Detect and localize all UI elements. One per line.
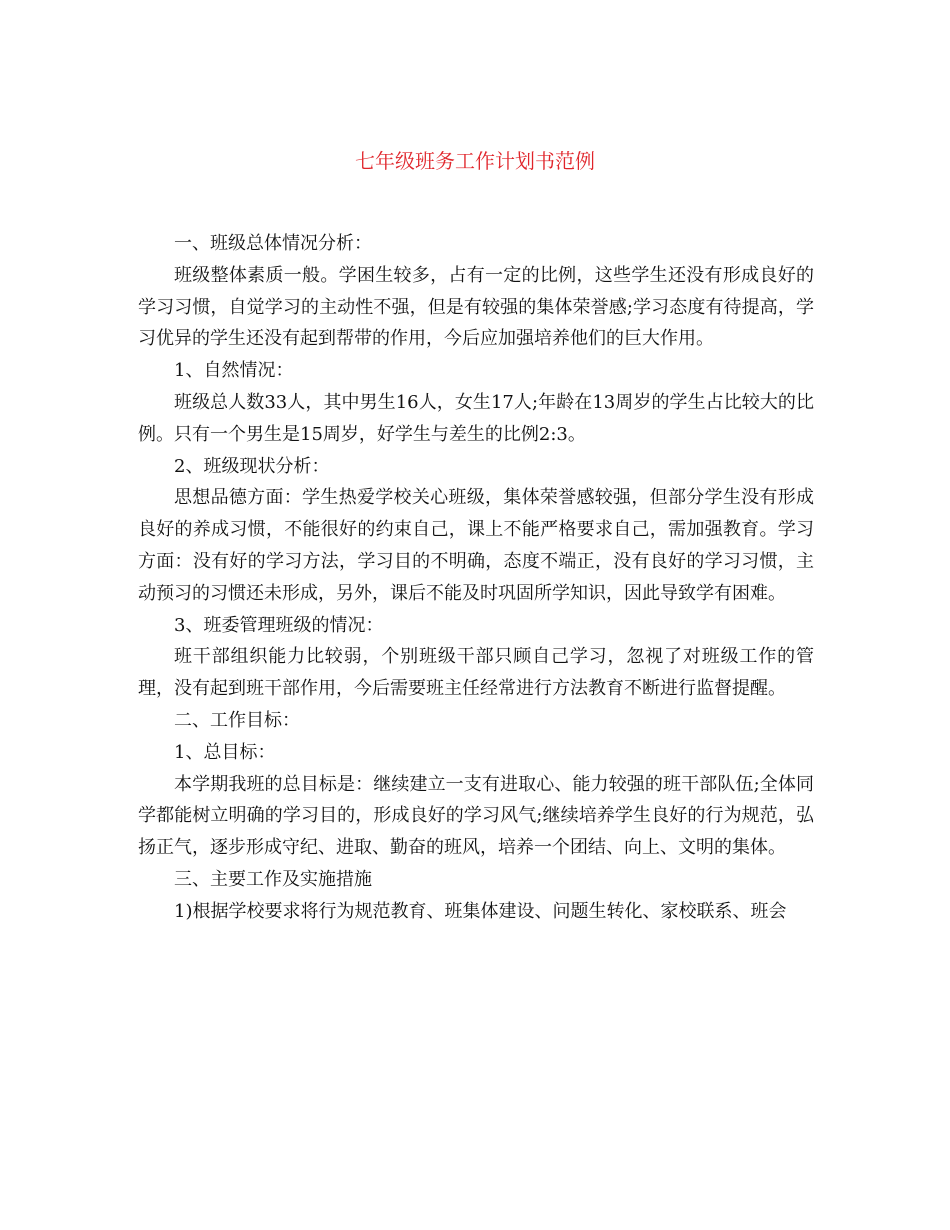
paragraph-natural-situation: 班级总人数33人，其中男生16人，女生17人;年龄在13周岁的学生占比较大的比例。只有一个男生是15周岁，好学生与差生的比例2:3。 xyxy=(138,391,814,445)
document-body xyxy=(138,228,814,928)
subheading-class-status: 2、班级现状分析： xyxy=(174,455,330,477)
paragraph-overall-goal: 本学期我班的总目标是：继续建立一支有进取心、能力较强的班干部队伍;全体同学都能树立明确的学习目的，形成良好的学习风气;继续培养学生良好的行为规范，弘扬正气，逐步形成守纪、进取、勤奋的班风，培养一个团结、向上、文明的集体。 xyxy=(138,773,814,859)
section-heading-1: 一、班级总体情况分析： xyxy=(174,233,372,254)
subheading-class-committee: 3、班委管理班级的情况： xyxy=(174,614,384,636)
section-heading-2: 二、工作目标： xyxy=(174,709,300,731)
paragraph-measures: 1)根据学校要求将行为规范教育、班集体建设、问题生转化、家校联系、班会 xyxy=(174,900,787,922)
document-title: 七年级班务工作计划书范例 xyxy=(355,149,595,173)
paragraph-overview: 班级整体素质一般。学困生较多，占有一定的比例，这些学生还没有形成良好的学习习惯，自觉学习的主动性不强，但是有较强的集体荣誉感;学习态度有待提高，学习优异的学生还没有起到帮带的作用，今后应加强培养他们的巨大作用。 xyxy=(138,264,814,350)
section-heading-3: 三、主要工作及实施措施 xyxy=(174,868,372,890)
paragraph-class-committee: 班干部组织能力比较弱，个别班级干部只顾自己学习，忽视了对班级工作的管理，没有起到班干部作用，今后需要班主任经常进行方法教育不断进行监督提醒。 xyxy=(138,646,814,700)
subheading-overall-goal: 1、总目标： xyxy=(174,741,276,763)
paragraph-class-status: 思想品德方面：学生热爱学校关心班级，集体荣誉感较强，但部分学生没有形成良好的养成习惯，不能很好的约束自己，课上不能严格要求自己，需加强教育。学习方面：没有好的学习方法，学习目的不明确，态度不端正，没有良好的学习习惯，主动预习的习惯还未形成，另外，课后不能及时巩固所学知识，因此导致学有困难。 xyxy=(138,487,814,604)
subheading-natural-situation: 1、自然情况： xyxy=(174,360,294,382)
